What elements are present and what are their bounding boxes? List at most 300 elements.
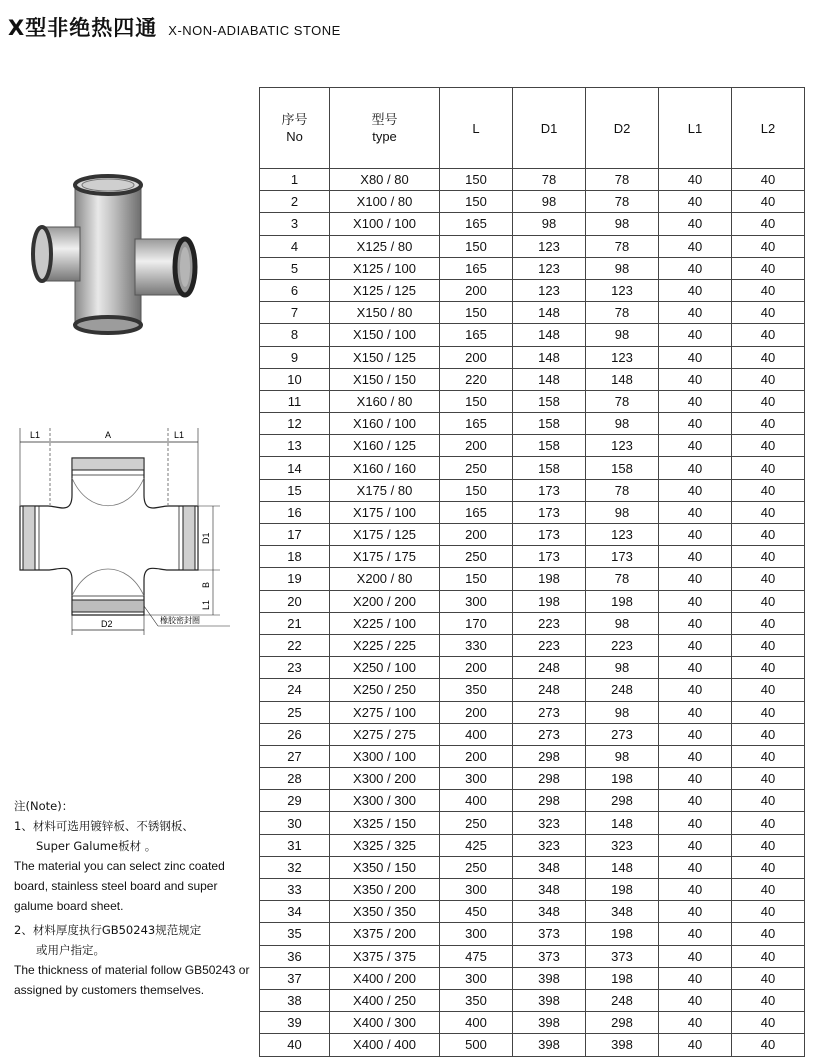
table-row bbox=[260, 479, 805, 501]
note2-en: The thickness of material follow GB50243 or assigned by customers themselves. bbox=[14, 963, 250, 997]
cell-l1: 40 bbox=[659, 191, 732, 213]
cell-no: 20 bbox=[260, 590, 330, 612]
header-type-en: type bbox=[372, 129, 397, 144]
cell-no: 15 bbox=[260, 479, 330, 501]
cell-l2: 40 bbox=[732, 879, 805, 901]
cell-d1: 323 bbox=[513, 834, 586, 856]
cell-d2: 123 bbox=[586, 435, 659, 457]
cell-type: X100 / 100 bbox=[330, 213, 440, 235]
cell-d1: 223 bbox=[513, 634, 586, 656]
cell-d2: 273 bbox=[586, 723, 659, 745]
cell-l2: 40 bbox=[732, 701, 805, 723]
cell-l2: 40 bbox=[732, 768, 805, 790]
table-row bbox=[260, 346, 805, 368]
cell-type: X175 / 80 bbox=[330, 479, 440, 501]
cell-l: 150 bbox=[440, 390, 513, 412]
cell-l2: 40 bbox=[732, 612, 805, 634]
cell-l: 150 bbox=[440, 302, 513, 324]
notes-section bbox=[14, 796, 254, 1000]
table-row bbox=[260, 989, 805, 1011]
cell-d2: 373 bbox=[586, 945, 659, 967]
cell-type: X175 / 125 bbox=[330, 524, 440, 546]
cell-l1: 40 bbox=[659, 657, 732, 679]
cell-d2: 173 bbox=[586, 546, 659, 568]
table-row bbox=[260, 945, 805, 967]
cell-l: 350 bbox=[440, 989, 513, 1011]
cell-d2: 248 bbox=[586, 679, 659, 701]
cell-d1: 348 bbox=[513, 879, 586, 901]
label-d1: D1 bbox=[201, 532, 211, 544]
cell-d2: 98 bbox=[586, 701, 659, 723]
table-row bbox=[260, 901, 805, 923]
cell-l1: 40 bbox=[659, 856, 732, 878]
cell-l: 150 bbox=[440, 169, 513, 191]
cell-l2: 40 bbox=[732, 324, 805, 346]
cell-l: 475 bbox=[440, 945, 513, 967]
cell-l1: 40 bbox=[659, 1034, 732, 1056]
cell-type: X125 / 100 bbox=[330, 257, 440, 279]
cell-d2: 78 bbox=[586, 390, 659, 412]
cell-no: 12 bbox=[260, 413, 330, 435]
cell-no: 35 bbox=[260, 923, 330, 945]
cell-l2: 40 bbox=[732, 346, 805, 368]
cell-l2: 40 bbox=[732, 524, 805, 546]
cell-no: 3 bbox=[260, 213, 330, 235]
cell-d2: 78 bbox=[586, 169, 659, 191]
product-photo bbox=[30, 165, 200, 345]
cell-d1: 198 bbox=[513, 590, 586, 612]
cell-l1: 40 bbox=[659, 945, 732, 967]
cell-d2: 123 bbox=[586, 279, 659, 301]
cell-l1: 40 bbox=[659, 213, 732, 235]
cell-d1: 298 bbox=[513, 768, 586, 790]
table-row bbox=[260, 679, 805, 701]
cell-no: 18 bbox=[260, 546, 330, 568]
cell-type: X350 / 150 bbox=[330, 856, 440, 878]
cell-no: 6 bbox=[260, 279, 330, 301]
cell-no: 29 bbox=[260, 790, 330, 812]
cell-d1: 373 bbox=[513, 923, 586, 945]
cell-l1: 40 bbox=[659, 901, 732, 923]
cell-type: X275 / 100 bbox=[330, 701, 440, 723]
cell-l1: 40 bbox=[659, 235, 732, 257]
cell-no: 26 bbox=[260, 723, 330, 745]
cell-l2: 40 bbox=[732, 856, 805, 878]
cell-l1: 40 bbox=[659, 989, 732, 1011]
cell-l2: 40 bbox=[732, 723, 805, 745]
cell-no: 5 bbox=[260, 257, 330, 279]
cell-l: 150 bbox=[440, 191, 513, 213]
cell-type: X175 / 100 bbox=[330, 501, 440, 523]
cell-type: X125 / 80 bbox=[330, 235, 440, 257]
cell-d1: 158 bbox=[513, 390, 586, 412]
table-row bbox=[260, 191, 805, 213]
cell-l: 150 bbox=[440, 479, 513, 501]
cell-d1: 398 bbox=[513, 989, 586, 1011]
table-row bbox=[260, 856, 805, 878]
cell-d2: 98 bbox=[586, 612, 659, 634]
cell-d2: 98 bbox=[586, 657, 659, 679]
spec-table bbox=[259, 87, 805, 1057]
header-d2: D2 bbox=[586, 88, 659, 169]
table-row bbox=[260, 390, 805, 412]
cell-type: X150 / 80 bbox=[330, 302, 440, 324]
table-row bbox=[260, 435, 805, 457]
table-row bbox=[260, 235, 805, 257]
cell-l: 250 bbox=[440, 856, 513, 878]
cell-l1: 40 bbox=[659, 279, 732, 301]
table-row bbox=[260, 790, 805, 812]
cell-d2: 298 bbox=[586, 790, 659, 812]
cell-d2: 198 bbox=[586, 879, 659, 901]
cell-l: 400 bbox=[440, 1012, 513, 1034]
cell-d1: 123 bbox=[513, 257, 586, 279]
cell-l: 200 bbox=[440, 435, 513, 457]
cell-type: X350 / 200 bbox=[330, 879, 440, 901]
cell-l2: 40 bbox=[732, 257, 805, 279]
header-l1: L1 bbox=[659, 88, 732, 169]
cell-l2: 40 bbox=[732, 501, 805, 523]
cell-no: 22 bbox=[260, 634, 330, 656]
table-row bbox=[260, 1012, 805, 1034]
cell-type: X200 / 80 bbox=[330, 568, 440, 590]
cell-type: X325 / 325 bbox=[330, 834, 440, 856]
cell-d1: 173 bbox=[513, 546, 586, 568]
cell-d1: 148 bbox=[513, 302, 586, 324]
cell-no: 13 bbox=[260, 435, 330, 457]
cell-type: X400 / 250 bbox=[330, 989, 440, 1011]
cell-no: 36 bbox=[260, 945, 330, 967]
cell-l1: 40 bbox=[659, 723, 732, 745]
cell-d1: 123 bbox=[513, 279, 586, 301]
cell-d2: 123 bbox=[586, 524, 659, 546]
cell-d2: 98 bbox=[586, 324, 659, 346]
table-body bbox=[260, 169, 805, 1057]
cell-no: 10 bbox=[260, 368, 330, 390]
cell-d2: 78 bbox=[586, 568, 659, 590]
table-row bbox=[260, 524, 805, 546]
cell-type: X400 / 300 bbox=[330, 1012, 440, 1034]
cell-l2: 40 bbox=[732, 368, 805, 390]
cell-d1: 148 bbox=[513, 346, 586, 368]
cell-no: 21 bbox=[260, 612, 330, 634]
table-row bbox=[260, 634, 805, 656]
cell-l: 200 bbox=[440, 524, 513, 546]
cell-l1: 40 bbox=[659, 524, 732, 546]
cell-l1: 40 bbox=[659, 169, 732, 191]
table-row bbox=[260, 812, 805, 834]
header-type bbox=[330, 88, 440, 169]
cell-l2: 40 bbox=[732, 390, 805, 412]
label-l1-left: L1 bbox=[30, 430, 41, 440]
table-row bbox=[260, 568, 805, 590]
cell-d1: 273 bbox=[513, 723, 586, 745]
cell-l1: 40 bbox=[659, 634, 732, 656]
cell-type: X275 / 275 bbox=[330, 723, 440, 745]
cell-l1: 40 bbox=[659, 368, 732, 390]
cell-type: X350 / 350 bbox=[330, 901, 440, 923]
cell-l: 300 bbox=[440, 967, 513, 989]
cell-l1: 40 bbox=[659, 967, 732, 989]
table-header-row bbox=[260, 88, 805, 169]
cell-d1: 173 bbox=[513, 501, 586, 523]
notes-heading: 注(Note)： bbox=[14, 799, 74, 813]
cell-no: 14 bbox=[260, 457, 330, 479]
cell-type: X160 / 80 bbox=[330, 390, 440, 412]
cell-no: 31 bbox=[260, 834, 330, 856]
cell-l2: 40 bbox=[732, 989, 805, 1011]
cell-type: X300 / 200 bbox=[330, 768, 440, 790]
table-row bbox=[260, 745, 805, 767]
cell-l2: 40 bbox=[732, 235, 805, 257]
table-row bbox=[260, 612, 805, 634]
title-chinese: X型非绝热四通 bbox=[8, 16, 158, 40]
cell-l1: 40 bbox=[659, 479, 732, 501]
cell-d2: 78 bbox=[586, 479, 659, 501]
cell-l: 200 bbox=[440, 745, 513, 767]
cell-d1: 148 bbox=[513, 324, 586, 346]
cell-d1: 248 bbox=[513, 657, 586, 679]
cell-d1: 148 bbox=[513, 368, 586, 390]
cell-l2: 40 bbox=[732, 191, 805, 213]
cell-d2: 123 bbox=[586, 346, 659, 368]
cell-type: X160 / 160 bbox=[330, 457, 440, 479]
cell-l: 400 bbox=[440, 790, 513, 812]
cell-d2: 148 bbox=[586, 812, 659, 834]
cell-l: 425 bbox=[440, 834, 513, 856]
cell-l: 165 bbox=[440, 257, 513, 279]
cell-no: 9 bbox=[260, 346, 330, 368]
cell-l1: 40 bbox=[659, 501, 732, 523]
table-row bbox=[260, 657, 805, 679]
cell-l2: 40 bbox=[732, 568, 805, 590]
cell-l2: 40 bbox=[732, 169, 805, 191]
cell-l: 450 bbox=[440, 901, 513, 923]
cell-d2: 198 bbox=[586, 590, 659, 612]
cell-d2: 98 bbox=[586, 745, 659, 767]
label-a: A bbox=[105, 430, 112, 440]
cell-no: 34 bbox=[260, 901, 330, 923]
cell-l1: 40 bbox=[659, 745, 732, 767]
cell-l: 200 bbox=[440, 701, 513, 723]
cell-l2: 40 bbox=[732, 435, 805, 457]
label-d2: D2 bbox=[101, 619, 113, 629]
cell-d1: 78 bbox=[513, 169, 586, 191]
cell-l: 330 bbox=[440, 634, 513, 656]
cell-d1: 398 bbox=[513, 967, 586, 989]
cell-l2: 40 bbox=[732, 634, 805, 656]
cell-l: 300 bbox=[440, 590, 513, 612]
cell-d1: 98 bbox=[513, 191, 586, 213]
cell-d2: 223 bbox=[586, 634, 659, 656]
cell-d1: 273 bbox=[513, 701, 586, 723]
cell-l1: 40 bbox=[659, 923, 732, 945]
cell-type: X150 / 100 bbox=[330, 324, 440, 346]
cell-d1: 373 bbox=[513, 945, 586, 967]
cell-d2: 298 bbox=[586, 1012, 659, 1034]
cell-no: 16 bbox=[260, 501, 330, 523]
cell-no: 25 bbox=[260, 701, 330, 723]
cell-d1: 123 bbox=[513, 235, 586, 257]
header-no bbox=[260, 88, 330, 169]
header-no-en: No bbox=[286, 129, 303, 144]
cell-no: 27 bbox=[260, 745, 330, 767]
cell-l2: 40 bbox=[732, 1012, 805, 1034]
cell-l: 250 bbox=[440, 457, 513, 479]
table-row bbox=[260, 413, 805, 435]
cell-no: 33 bbox=[260, 879, 330, 901]
note1-cn-line2: Super Galume板材 。 bbox=[36, 839, 157, 853]
cell-type: X250 / 100 bbox=[330, 657, 440, 679]
cell-type: X250 / 250 bbox=[330, 679, 440, 701]
cell-no: 7 bbox=[260, 302, 330, 324]
cell-no: 17 bbox=[260, 524, 330, 546]
cell-no: 28 bbox=[260, 768, 330, 790]
cell-l: 170 bbox=[440, 612, 513, 634]
table-row bbox=[260, 302, 805, 324]
cell-d1: 398 bbox=[513, 1034, 586, 1056]
cell-no: 24 bbox=[260, 679, 330, 701]
cell-d1: 198 bbox=[513, 568, 586, 590]
cell-type: X150 / 150 bbox=[330, 368, 440, 390]
cell-l: 150 bbox=[440, 235, 513, 257]
cell-l: 165 bbox=[440, 413, 513, 435]
cell-d2: 398 bbox=[586, 1034, 659, 1056]
cell-l2: 40 bbox=[732, 790, 805, 812]
cell-l2: 40 bbox=[732, 834, 805, 856]
cell-l1: 40 bbox=[659, 546, 732, 568]
cell-l: 200 bbox=[440, 657, 513, 679]
cell-d2: 198 bbox=[586, 768, 659, 790]
cell-type: X125 / 125 bbox=[330, 279, 440, 301]
cell-d1: 298 bbox=[513, 790, 586, 812]
cell-d1: 158 bbox=[513, 435, 586, 457]
dimension-drawing bbox=[8, 420, 248, 645]
cell-type: X160 / 100 bbox=[330, 413, 440, 435]
header-no-cn: 序号 bbox=[281, 112, 308, 127]
header-type-cn: 型号 bbox=[371, 112, 398, 127]
cell-l: 350 bbox=[440, 679, 513, 701]
cell-d1: 348 bbox=[513, 901, 586, 923]
table-row bbox=[260, 701, 805, 723]
cell-l: 150 bbox=[440, 568, 513, 590]
cell-no: 37 bbox=[260, 967, 330, 989]
cell-l2: 40 bbox=[732, 679, 805, 701]
table-row bbox=[260, 768, 805, 790]
cell-l1: 40 bbox=[659, 413, 732, 435]
cell-l: 400 bbox=[440, 723, 513, 745]
cell-l2: 40 bbox=[732, 479, 805, 501]
cell-l: 200 bbox=[440, 346, 513, 368]
cell-d1: 158 bbox=[513, 413, 586, 435]
cell-d2: 158 bbox=[586, 457, 659, 479]
cell-no: 32 bbox=[260, 856, 330, 878]
cell-l1: 40 bbox=[659, 701, 732, 723]
cell-type: X100 / 80 bbox=[330, 191, 440, 213]
cell-l: 250 bbox=[440, 546, 513, 568]
cell-type: X160 / 125 bbox=[330, 435, 440, 457]
header-l2: L2 bbox=[732, 88, 805, 169]
header-d1: D1 bbox=[513, 88, 586, 169]
cell-l: 300 bbox=[440, 923, 513, 945]
table-row bbox=[260, 324, 805, 346]
table-row bbox=[260, 546, 805, 568]
cell-no: 40 bbox=[260, 1034, 330, 1056]
cell-l2: 40 bbox=[732, 590, 805, 612]
table-row bbox=[260, 501, 805, 523]
cell-d2: 98 bbox=[586, 257, 659, 279]
cell-l: 300 bbox=[440, 879, 513, 901]
cell-d1: 323 bbox=[513, 812, 586, 834]
table-row bbox=[260, 723, 805, 745]
cell-l2: 40 bbox=[732, 812, 805, 834]
cell-l: 165 bbox=[440, 324, 513, 346]
table-row bbox=[260, 368, 805, 390]
cell-d2: 98 bbox=[586, 213, 659, 235]
cell-type: X150 / 125 bbox=[330, 346, 440, 368]
cell-l1: 40 bbox=[659, 834, 732, 856]
cell-l1: 40 bbox=[659, 257, 732, 279]
cell-l2: 40 bbox=[732, 945, 805, 967]
cell-l: 200 bbox=[440, 279, 513, 301]
cell-l1: 40 bbox=[659, 435, 732, 457]
cell-l1: 40 bbox=[659, 568, 732, 590]
cell-type: X200 / 200 bbox=[330, 590, 440, 612]
cell-no: 39 bbox=[260, 1012, 330, 1034]
header-l: L bbox=[440, 88, 513, 169]
cell-type: X225 / 100 bbox=[330, 612, 440, 634]
cell-l: 500 bbox=[440, 1034, 513, 1056]
cell-l2: 40 bbox=[732, 279, 805, 301]
cell-d1: 348 bbox=[513, 856, 586, 878]
cell-d1: 223 bbox=[513, 612, 586, 634]
title-english: X-NON-ADIABATIC STONE bbox=[168, 23, 341, 38]
label-seal: 橡胶密封圈 bbox=[160, 616, 200, 625]
cell-type: X400 / 400 bbox=[330, 1034, 440, 1056]
cell-d2: 198 bbox=[586, 967, 659, 989]
cell-l2: 40 bbox=[732, 967, 805, 989]
cell-l2: 40 bbox=[732, 745, 805, 767]
cell-d2: 323 bbox=[586, 834, 659, 856]
cell-l: 165 bbox=[440, 501, 513, 523]
table-row bbox=[260, 590, 805, 612]
label-l1-right: L1 bbox=[174, 430, 185, 440]
cell-type: X375 / 200 bbox=[330, 923, 440, 945]
cell-l1: 40 bbox=[659, 790, 732, 812]
cell-no: 8 bbox=[260, 324, 330, 346]
cell-no: 2 bbox=[260, 191, 330, 213]
table-row bbox=[260, 834, 805, 856]
cell-d1: 98 bbox=[513, 213, 586, 235]
cell-l1: 40 bbox=[659, 390, 732, 412]
cell-l: 250 bbox=[440, 812, 513, 834]
cell-d2: 198 bbox=[586, 923, 659, 945]
table-row bbox=[260, 967, 805, 989]
cell-l1: 40 bbox=[659, 324, 732, 346]
cell-d1: 173 bbox=[513, 524, 586, 546]
cell-type: X80 / 80 bbox=[330, 169, 440, 191]
label-b: B bbox=[201, 581, 211, 588]
cell-d2: 148 bbox=[586, 856, 659, 878]
cell-l1: 40 bbox=[659, 302, 732, 324]
cell-l2: 40 bbox=[732, 923, 805, 945]
cell-d2: 148 bbox=[586, 368, 659, 390]
note1-cn-line1: 1、材料可选用镀锌板、不锈钢板、 bbox=[14, 819, 194, 833]
cell-no: 4 bbox=[260, 235, 330, 257]
cell-l2: 40 bbox=[732, 1034, 805, 1056]
cell-no: 30 bbox=[260, 812, 330, 834]
table-row bbox=[260, 257, 805, 279]
